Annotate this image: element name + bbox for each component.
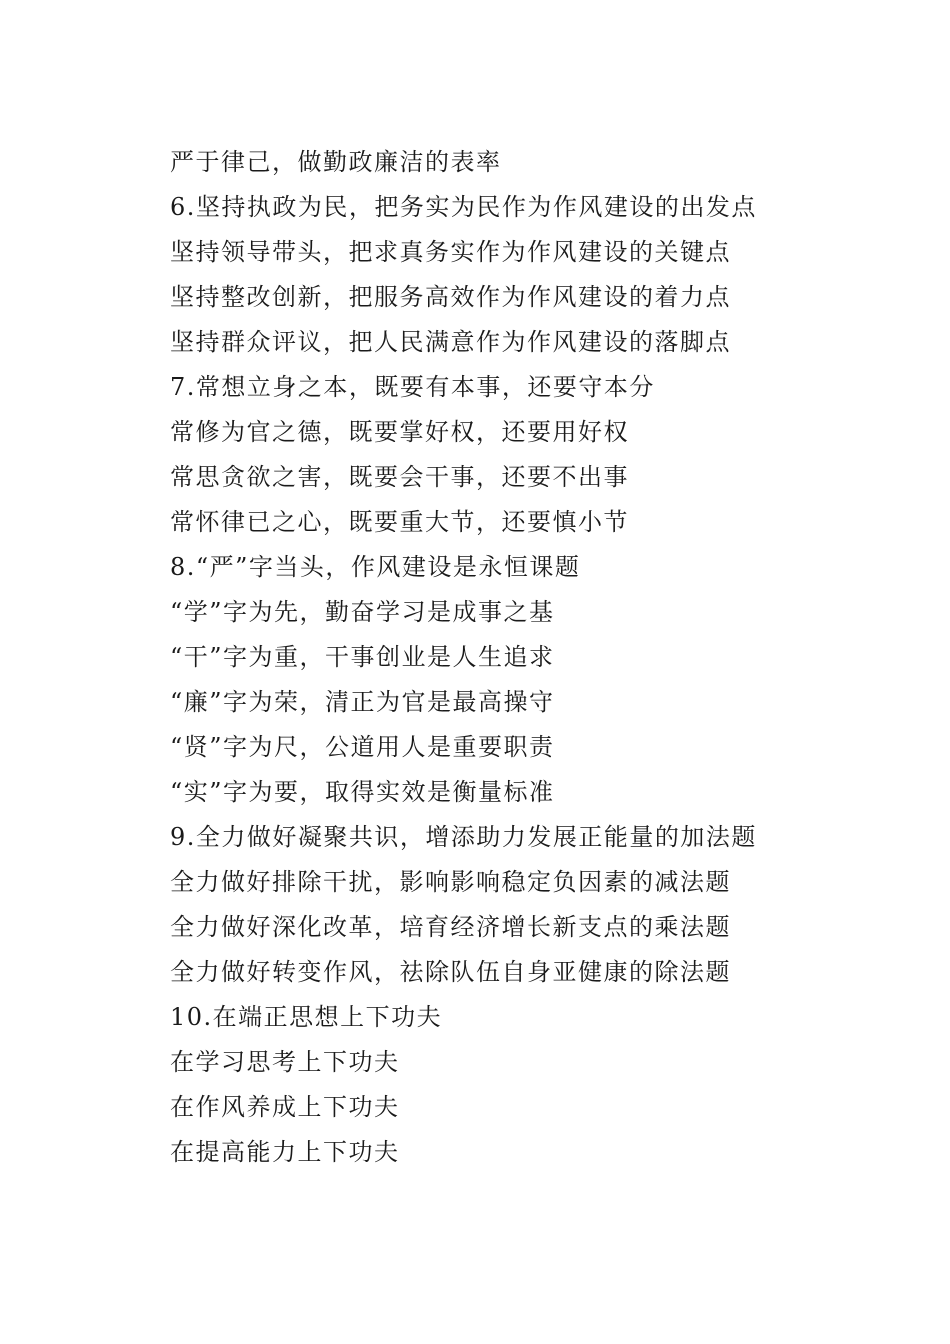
text-line: 常怀律已之心，既要重大节，还要慎小节 xyxy=(170,508,629,536)
text-line: 9.全力做好凝聚共识，增添助力发展正能量的加法题 xyxy=(170,823,757,851)
text-line: 坚持整改创新，把服务高效作为作风建设的着力点 xyxy=(170,283,731,311)
text-line: 在作风养成上下功夫 xyxy=(170,1093,400,1121)
text-line: 全力做好排除干扰，影响影响稳定负因素的减法题 xyxy=(170,868,731,896)
text-line: 常思贪欲之害，既要会干事，还要不出事 xyxy=(170,463,629,491)
text-line: “廉”字为荣，清正为官是最高操守 xyxy=(170,688,555,716)
document-body xyxy=(170,140,810,1175)
text-line: 在学习思考上下功夫 xyxy=(170,1048,400,1076)
text-line: 全力做好转变作风，祛除队伍自身亚健康的除法题 xyxy=(170,958,731,986)
text-line: 严于律己，做勤政廉洁的表率 xyxy=(170,148,502,176)
text-line: 坚持群众评议，把人民满意作为作风建设的落脚点 xyxy=(170,328,731,356)
text-line: 在提高能力上下功夫 xyxy=(170,1138,400,1166)
text-line: 6.坚持执政为民，把务实为民作为作风建设的出发点 xyxy=(170,193,757,221)
text-line: “贤”字为尺，公道用人是重要职责 xyxy=(170,733,555,761)
text-line: “学”字为先，勤奋学习是成事之基 xyxy=(170,598,555,626)
text-line: 10.在端正思想上下功夫 xyxy=(170,1003,443,1031)
text-line: 8.“严”字当头，作风建设是永恒课题 xyxy=(170,553,581,581)
text-line: 全力做好深化改革，培育经济增长新支点的乘法题 xyxy=(170,913,731,941)
text-line: 常修为官之德，既要掌好权，还要用好权 xyxy=(170,418,629,446)
text-line: 坚持领导带头，把求真务实作为作风建设的关键点 xyxy=(170,238,731,266)
text-line: “干”字为重，干事创业是人生追求 xyxy=(170,643,555,671)
text-line: 7.常想立身之本，既要有本事，还要守本分 xyxy=(170,373,655,401)
text-line: “实”字为要，取得实效是衡量标准 xyxy=(170,778,555,806)
